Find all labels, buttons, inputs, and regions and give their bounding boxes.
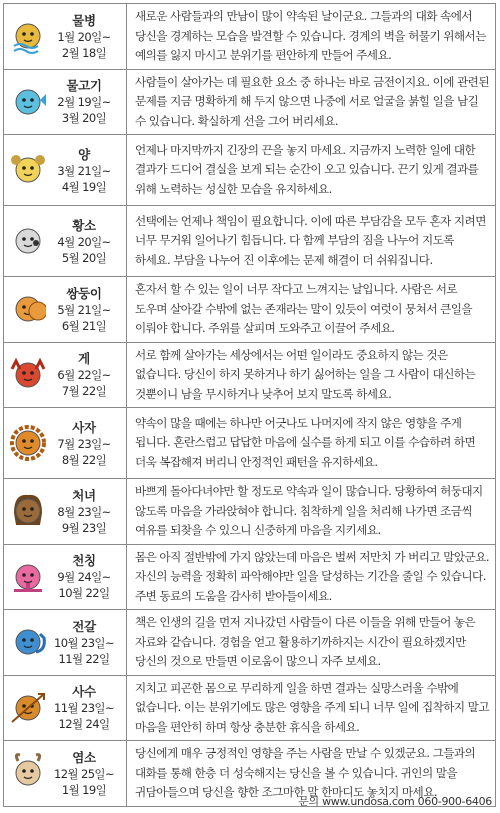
sign-date-start: 6월 22일~ [57, 368, 111, 383]
sign-date-end: 9월 23일 [61, 520, 107, 535]
sign-name: 물고기 [66, 78, 102, 94]
fortune-text: 사람들이 살아가는 데 필요한 요소 중 하나는 바로 금전이지요. 이에 관련된 문제를 지금 명확하게 해 두지 않으면 나중에 서로 얼굴을 붉힐 일을 남길 수 있습니다. 확실하게 선을 그어 버리세요. [127, 69, 496, 135]
sign-name: 사자 [72, 419, 96, 435]
sign-date-end: 11월 22일 [58, 651, 110, 666]
sign-cell [4, 135, 127, 206]
sign-name: 황소 [72, 217, 96, 233]
sagittarius-icon [10, 688, 46, 728]
horoscope-rows [4, 4, 496, 807]
gemini-icon [10, 289, 46, 329]
fortune-text: 혼자서 할 수 있는 일이 너무 작다고 느껴지는 날입니다. 사람은 서로 도우며 살아갈 수밖에 없는 존재라는 말이 있듯이 여럿이 뭉쳐서 큰일을 이뤄야 합니다. 주위를 살피며 도와주고 이끌어 주세요. [127, 277, 496, 343]
sign-name: 염소 [72, 749, 96, 765]
sign-date-start: 5월 21일~ [57, 302, 111, 317]
horoscope-table [3, 3, 496, 807]
sign-date-start: 2월 19일~ [57, 95, 111, 110]
sign-row [4, 69, 496, 135]
fortune-text: 서로 함께 살아가는 세상에서는 어떤 일이라도 중요하지 않는 것은 없습니다. 당신이 하지 못하거나 하기 싫어하는 일을 그 사람이 대신하는 것뿐이니 남을 무시하거나 낮추어 보지 말도록 하세요. [127, 342, 496, 408]
sign-cell [4, 4, 127, 70]
fortune-text: 당신에게 매우 긍정적인 영향을 주는 사람을 만날 수 있겠군요. 그들과의 대화를 통해 한층 더 성숙해지는 당신을 볼 수 있습니다. 귀인의 말을 귀담아들으며 당신을 향한 조그마한 말 한마디도 놓치지 마세요. [127, 741, 496, 807]
sign-row [4, 479, 496, 545]
sign-date-end: 2월 18일 [61, 45, 107, 60]
sign-cell [4, 206, 127, 277]
sign-cell [4, 610, 127, 676]
sign-cell [4, 741, 127, 807]
sign-date-start: 11월 23일~ [54, 701, 114, 716]
sign-row [4, 4, 496, 70]
sign-cell [4, 544, 127, 610]
sign-date-end: 10월 22일 [58, 586, 110, 601]
fortune-text: 새로운 사람들과의 만남이 많이 약속된 날이군요. 그들과의 대화 속에서 당신을 경계하는 모습을 발견할 수 있습니다. 경계의 벽을 허물기 위해서는 예의를 잃지 마시고 분위기를 편안하게 만들어 주세요. [127, 4, 496, 70]
fortune-text: 언제나 마지막까지 긴장의 끈을 놓지 마세요. 지금까지 노력한 일에 대한 결과가 드디어 결실을 보게 되는 순간이 오고 있습니다. 끈기 있게 결과를 위해 노력하는 성실한 모습을 유지하세요. [127, 135, 496, 206]
sign-date-start: 7월 23일~ [57, 436, 111, 451]
cancer-icon [10, 355, 46, 395]
fortune-text: 바쁘게 돌아다녀야만 할 정도로 약속과 일이 많습니다. 당황하여 허둥대지 않도록 마음을 가라앉혀야 합니다. 침착하게 일을 처리해 나가면 조금씩 여유를 되찾을 수 있으니 신중하게 마음을 지키세요. [127, 479, 496, 545]
scorpio-icon [10, 622, 46, 662]
sign-date-start: 1월 20일~ [57, 29, 111, 44]
sign-date-start: 4월 20일~ [57, 234, 111, 249]
aries-icon [10, 150, 46, 190]
taurus-icon [10, 221, 46, 261]
sign-date-end: 7월 22일 [61, 384, 107, 399]
sign-name: 물병 [72, 12, 96, 28]
pisces-icon [10, 82, 46, 122]
sign-row [4, 206, 496, 277]
sign-date-end: 3월 20일 [61, 111, 107, 126]
sign-date-end: 12월 24일 [58, 717, 110, 732]
sign-row [4, 544, 496, 610]
sign-name: 천칭 [72, 553, 96, 569]
fortune-text: 선택에는 언제나 책임이 필요합니다. 이에 따른 부담감을 모두 혼자 지려면 너무 무거워 일어나기 힘듭니다. 다 함께 부담의 짐을 나누어 지도록 하세요. 부담을 나누어 진 이후에는 문제 해결이 더 쉬워집니다. [127, 206, 496, 277]
sign-row [4, 342, 496, 408]
sign-row [4, 610, 496, 676]
sign-row [4, 135, 496, 206]
sign-cell [4, 408, 127, 479]
virgo-icon [10, 491, 46, 531]
sign-name: 쌍둥이 [66, 285, 102, 301]
sign-date-end: 8월 22일 [61, 452, 107, 467]
sign-date-start: 3월 21일~ [57, 163, 111, 178]
contact-footer: 문의 www.undosa.com 060-900-6406 [298, 795, 492, 808]
sign-cell [4, 479, 127, 545]
sign-cell [4, 675, 127, 741]
aquarius-icon [10, 16, 46, 56]
fortune-text: 지치고 피곤한 몸으로 무리하게 일을 하면 결과는 실망스러울 수밖에 없습니다. 이는 분위기에도 많은 영향을 주게 되니 너무 일에 집착하지 말고 마음을 편안히 하며 항상 충분한 휴식을 하세요. [127, 675, 496, 741]
sign-cell [4, 69, 127, 135]
sign-name: 게 [78, 351, 90, 367]
sign-date-start: 9월 24일~ [57, 570, 111, 585]
sign-date-start: 12월 25일~ [54, 766, 114, 781]
fortune-text: 약속이 많을 때에는 하나만 어긋나도 나머지에 작지 않은 영향을 주게 됩니다. 혼란스럽고 답답한 마음에 실수를 하게 되고 이를 수습하려 하면 더욱 복잡해져 버리니 안정적인 패턴을 유지하세요. [127, 408, 496, 479]
capricorn-icon [10, 753, 46, 793]
sign-name: 사수 [72, 684, 96, 700]
sign-row [4, 277, 496, 343]
fortune-text: 몸은 아직 절반밖에 가지 않았는데 마음은 벌써 저만치 가 버리고 말았군요. 자신의 능력을 정확히 파악해야만 일을 달성하는 기간을 줄일 수 있습니다. 주변 동료의 도움을 감사히 받아들이세요. [127, 544, 496, 610]
sign-date-end: 1월 19일 [61, 782, 107, 797]
sign-date-end: 6월 21일 [61, 318, 107, 333]
sign-date-end: 4월 19일 [61, 179, 107, 194]
sign-row [4, 675, 496, 741]
leo-icon [10, 423, 46, 463]
sign-date-start: 10월 23일~ [54, 635, 114, 650]
sign-cell [4, 277, 127, 343]
sign-cell [4, 342, 127, 408]
libra-icon [10, 557, 46, 597]
sign-date-end: 5월 20일 [61, 250, 107, 265]
sign-date-start: 8월 23일~ [57, 504, 111, 519]
sign-row [4, 408, 496, 479]
sign-name: 전갈 [72, 618, 96, 634]
sign-name: 양 [78, 146, 90, 162]
fortune-text: 책은 인생의 길을 먼저 지나갔던 사람들이 다른 이들을 위해 만들어 놓은 자료와 같습니다. 경험을 얻고 활용하기까하지는 시간이 필요하겠지만 당신의 것으로 만들면 이로움이 많으니 자주 보세요. [127, 610, 496, 676]
sign-name: 처녀 [72, 487, 96, 503]
